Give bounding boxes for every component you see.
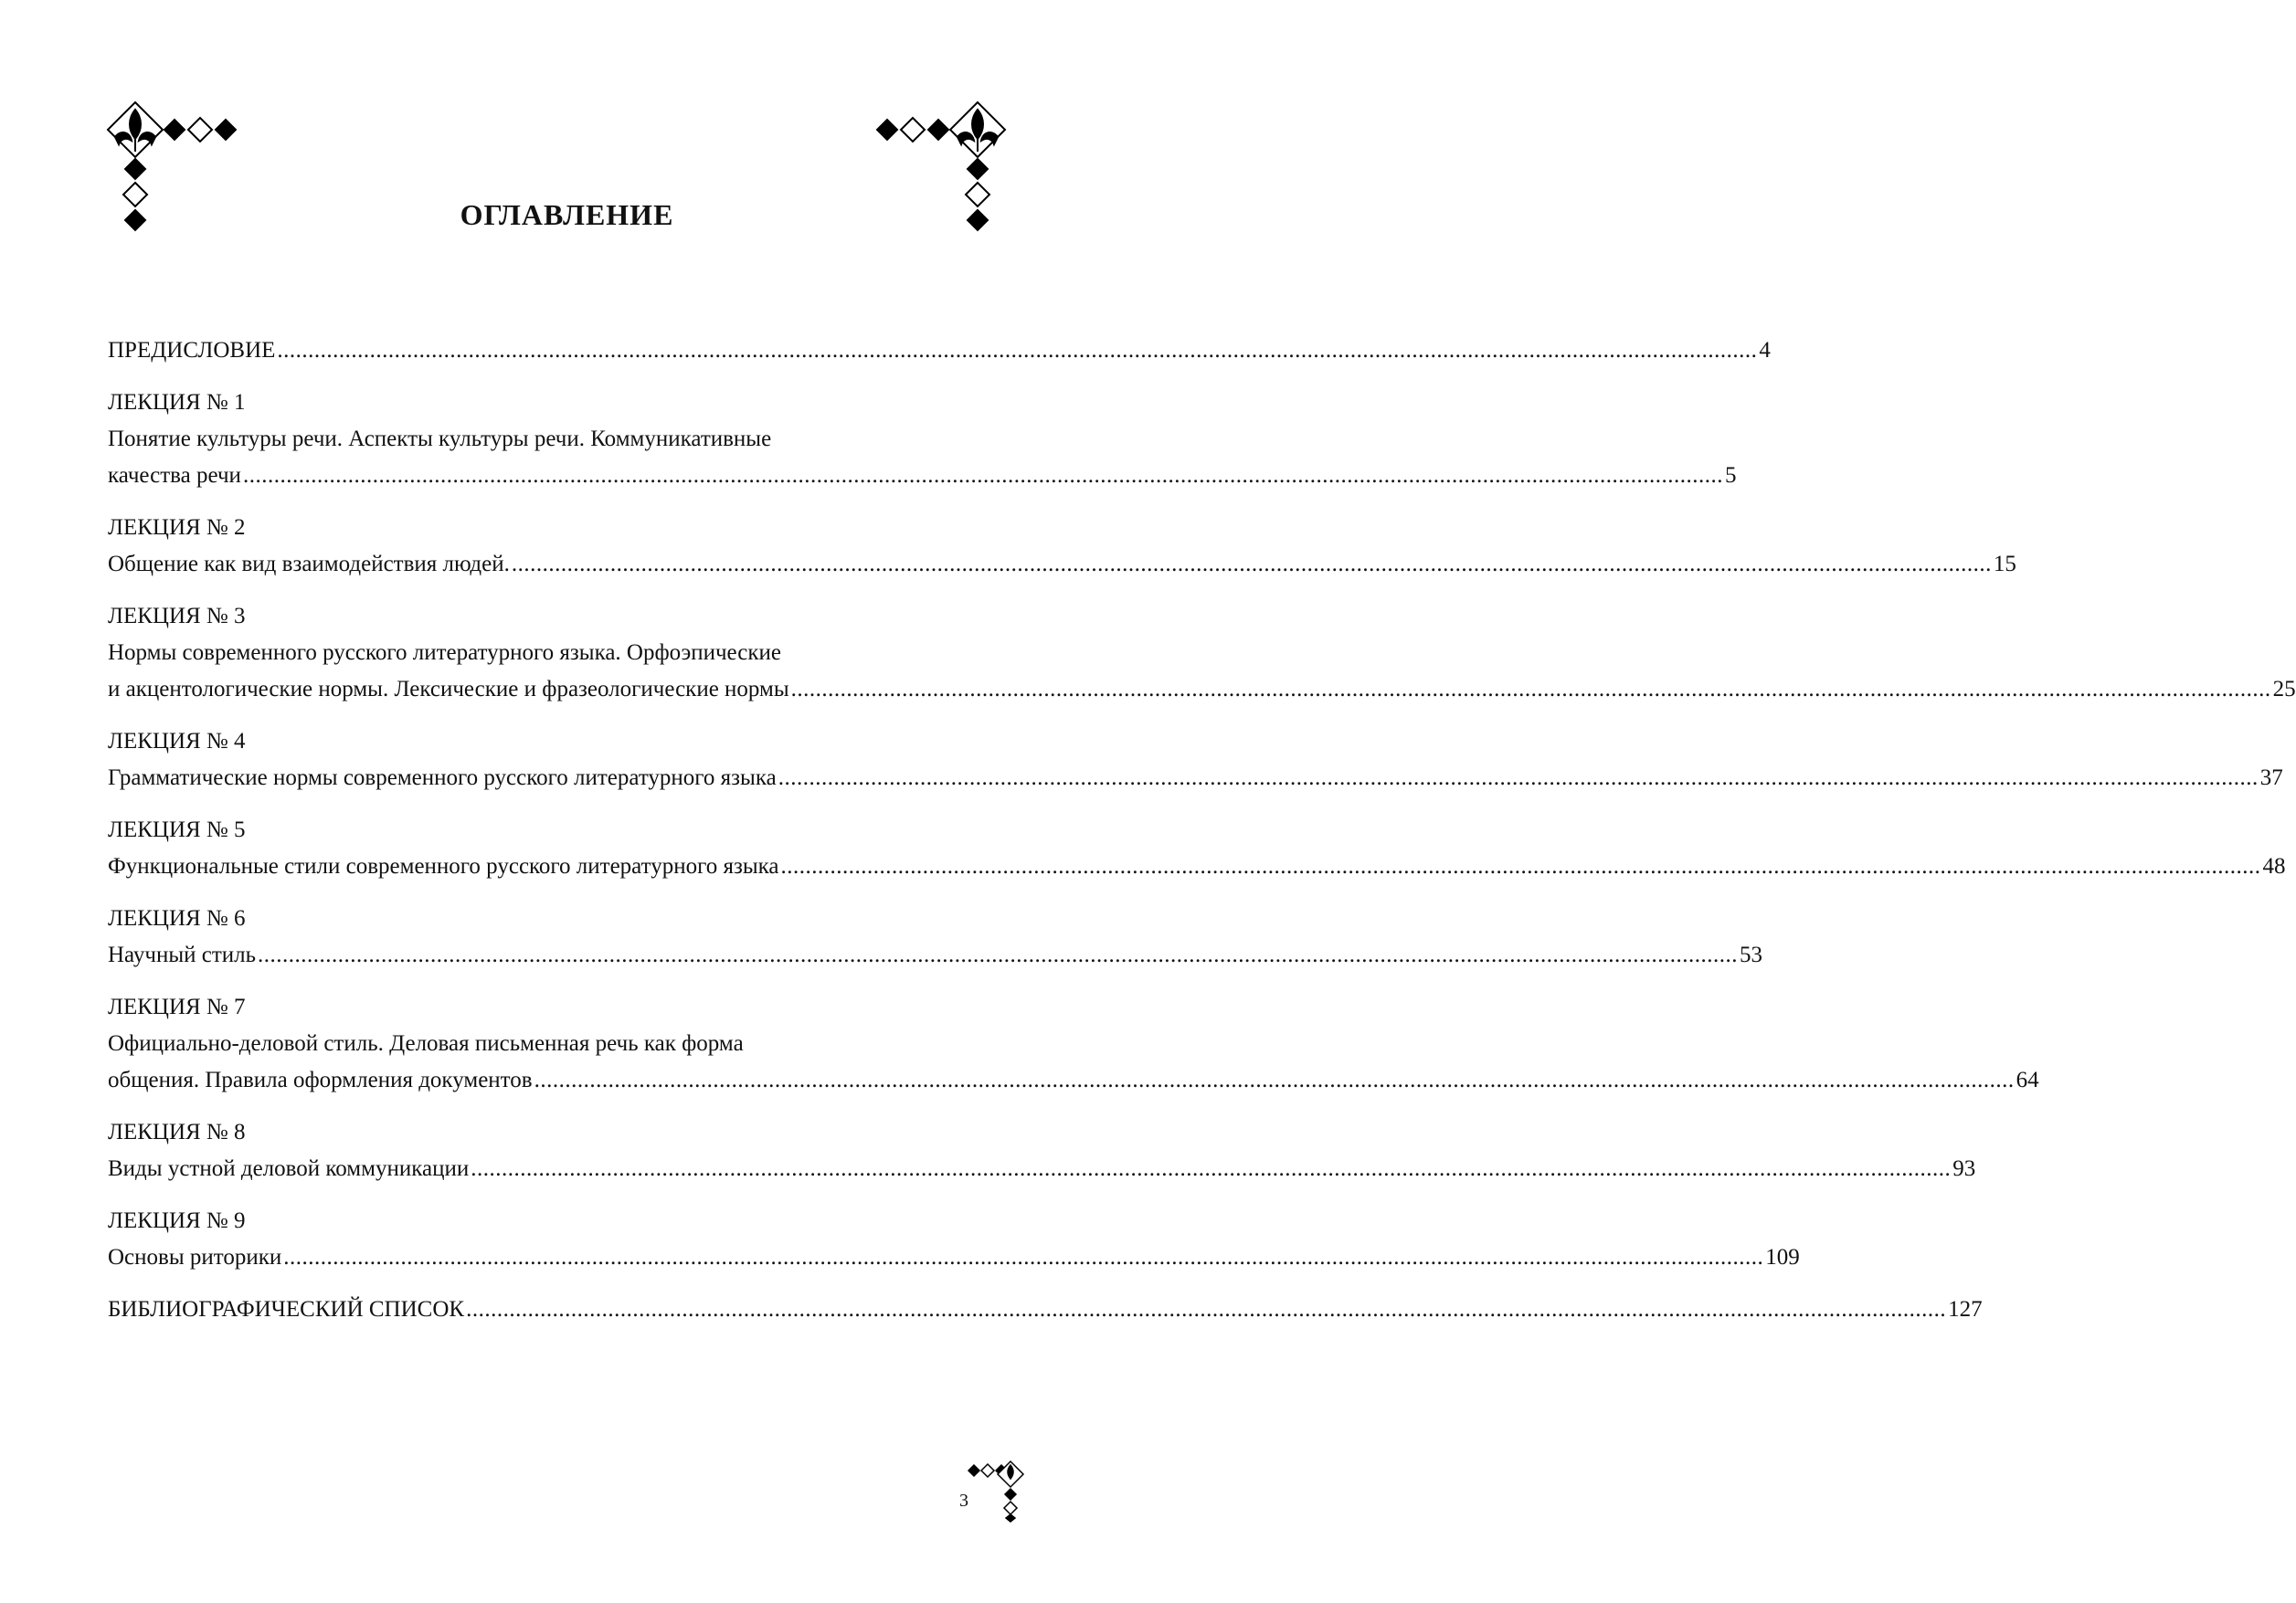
- lecture-heading: ЛЕКЦИЯ № 3: [108, 604, 246, 628]
- toc-entry-lecture-3[interactable]: [108, 598, 2296, 708]
- toc-page-number: 5: [1724, 463, 1737, 488]
- toc-page-number: 127: [1948, 1297, 1983, 1322]
- toc-page-number: 53: [1740, 943, 1763, 967]
- toc-entry-preface[interactable]: [108, 332, 1771, 369]
- dot-leader: ................................................................................................................................................................................................................................................: [511, 552, 1992, 576]
- dot-leader: ................................................................................................................................................................................................................................................: [277, 338, 1758, 363]
- table-of-contents: [108, 332, 2296, 1328]
- toc-entry-lecture-6[interactable]: [108, 901, 1763, 974]
- toc-page-number: 48: [2262, 854, 2286, 879]
- toc-page-number: 37: [2259, 765, 2283, 790]
- toc-page-number: 25: [2272, 677, 2296, 701]
- dot-leader: ................................................................................................................................................................................................................................................: [466, 1297, 1947, 1322]
- lecture-title-line: Нормы современного русского литературного языка. Орфоэпические: [108, 640, 781, 665]
- toc-entry-lecture-7[interactable]: [108, 989, 2039, 1099]
- lecture-heading: ЛЕКЦИЯ № 1: [108, 390, 246, 415]
- corner-ornament-bottom-right-icon: [967, 1461, 1025, 1522]
- lecture-title-text: Основы риторики: [108, 1245, 282, 1270]
- lecture-heading: ЛЕКЦИЯ № 5: [108, 817, 246, 842]
- lecture-title-text: и акцентологические нормы. Лексические и фразеологические нормы: [108, 677, 789, 701]
- lecture-heading: ЛЕКЦИЯ № 2: [108, 515, 246, 540]
- lecture-heading: ЛЕКЦИЯ № 7: [108, 995, 246, 1019]
- toc-page-number: 93: [1952, 1156, 1976, 1181]
- lecture-title-text: общения. Правила оформления документов: [108, 1068, 533, 1092]
- page-title: ОГЛАВЛЕНИЕ: [460, 198, 674, 232]
- lecture-title-text: качества речи: [108, 463, 241, 488]
- lecture-title-line: Официально-деловой стиль. Деловая письменная речь как форма: [108, 1031, 744, 1056]
- dot-leader: ................................................................................................................................................................................................................................................: [778, 765, 2259, 790]
- lecture-heading: ЛЕКЦИЯ № 9: [108, 1208, 246, 1233]
- dot-leader: ................................................................................................................................................................................................................................................: [780, 854, 2261, 879]
- toc-page-number: 15: [1993, 552, 2016, 576]
- lecture-heading: ЛЕКЦИЯ № 8: [108, 1120, 246, 1144]
- toc-page-number: 109: [1765, 1245, 1800, 1270]
- toc-entry-lecture-2[interactable]: [108, 510, 2016, 583]
- toc-entry-lecture-9[interactable]: [108, 1203, 1800, 1276]
- toc-entry-bibliography[interactable]: [108, 1292, 1983, 1328]
- lecture-title-text: Функциональные стили современного русского литературного языка: [108, 854, 779, 879]
- toc-entry-text: ПРЕДИСЛОВИЕ: [108, 338, 276, 363]
- dot-leader: ................................................................................................................................................................................................................................................: [242, 463, 1723, 488]
- dot-leader: ................................................................................................................................................................................................................................................: [790, 677, 2271, 701]
- lecture-title-text: Общение как вид взаимодействия людей.: [108, 552, 510, 576]
- dot-leader: ................................................................................................................................................................................................................................................: [471, 1156, 1952, 1181]
- lecture-heading: ЛЕКЦИЯ № 4: [108, 729, 246, 754]
- lecture-title-text: Грамматические нормы современного русского литературного языка: [108, 765, 777, 790]
- dot-leader: ................................................................................................................................................................................................................................................: [283, 1245, 1764, 1270]
- toc-page-number: 64: [2016, 1068, 2039, 1092]
- toc-entry-text: БИБЛИОГРАФИЧЕСКИЙ СПИСОК: [108, 1297, 465, 1322]
- lecture-heading: ЛЕКЦИЯ № 6: [108, 906, 246, 931]
- toc-entry-lecture-1[interactable]: [108, 385, 1737, 494]
- lecture-title-line: Понятие культуры речи. Аспекты культуры речи. Коммуникативные: [108, 427, 772, 451]
- toc-page-number: 4: [1759, 338, 1771, 363]
- lecture-title-text: Виды устной деловой коммуникации: [108, 1156, 470, 1181]
- lecture-title-text: Научный стиль: [108, 943, 257, 967]
- toc-entry-lecture-4[interactable]: [108, 723, 2283, 796]
- dot-leader: ................................................................................................................................................................................................................................................: [534, 1068, 2015, 1092]
- toc-entry-lecture-5[interactable]: [108, 812, 2286, 885]
- dot-leader: ................................................................................................................................................................................................................................................: [258, 943, 1739, 967]
- page-number: 3: [959, 1491, 968, 1511]
- toc-entry-lecture-8[interactable]: [108, 1114, 1976, 1187]
